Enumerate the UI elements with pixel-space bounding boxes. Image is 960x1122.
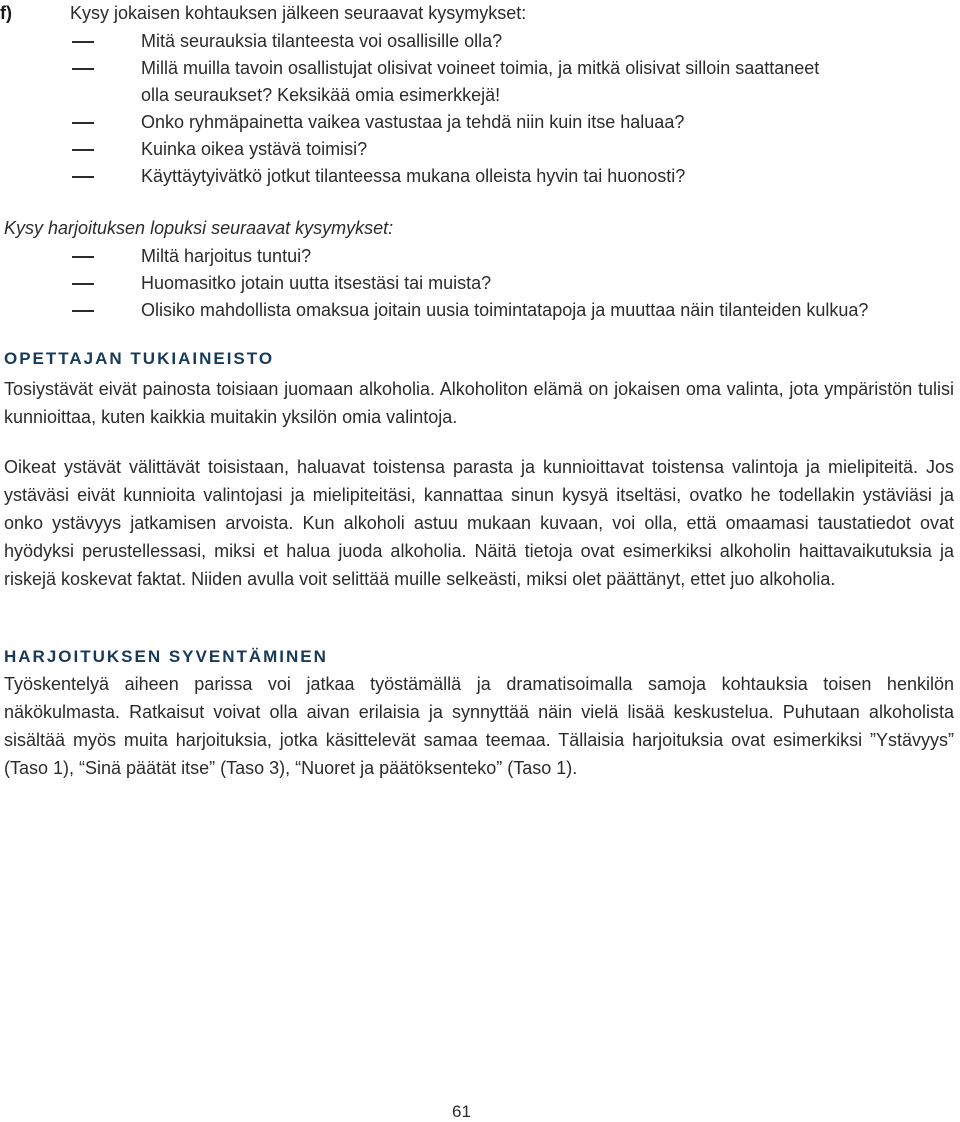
question-item-continued: olla seuraukset? Keksikää omia esimerkkejä! [141,85,501,105]
support-paragraph-1: Tosiystävät eivät painosta toisiaan juomaan alkoholia. Alkoholiton elämä on jokaisen oma valinta, jota ympäristön tulisi kunnioittaa, kuten kaikkia muitakin yksilön omia valintoja. [4,379,954,427]
section-marker: f) [0,3,12,23]
page-number: 61 [452,1102,471,1121]
deepening-paragraph: Työskentelyä aiheen parissa voi jatkaa työstämällä ja dramatisoimalla samoja kohtauksia toisen henkilön näkökulmasta. Ratkaisut voivat olla aivan erilaisia ja synnyttää näin vielä lisää keskustelua. Puhutaan alkoholista sisältää myös muita harjoituksia, jotka käsittelevät samaa teemaa. Tällaisia harjoituksia ovat esimerkiksi ”Ystävyys” (Taso 1), “Sinä päätät itse” (Taso 3), “Nuoret ja päätöksenteko” (Taso 1). [4,674,954,778]
dash-bullet [72,122,94,124]
support-paragraph-2: Oikeat ystävät välittävät toisistaan, haluavat toistensa parasta ja kunnioittavat toistensa valintoja ja mielipiteitä. Jos ystäväsi eivät kunnioita valintojasi ja mielipiteitäsi, kannattaa sinun kysyä itseltäsi, ovatko he todellakin ystäviäsi ja onko ystävyys jatkamisen arvoista. Kun alkoholi astuu mukaan kuvaan, voi olla, että omaamasi taustatiedot ovat hyödyksi perustellessasi, miksi et halua juoda alkoholia. Näitä tietoja ovat esimerkiksi alkoholin haittavaikutuksia ja riskejä koskevat faktat. Niiden avulla voit selittää muille selkeästi, miksi olet päättänyt, ettet juo alkoholia. [4,457,954,589]
question-item: Miltä harjoitus tuntui? [141,246,312,266]
question-item: Kuinka oikea ystävä toimisi? [141,139,368,159]
dash-bullet [72,176,94,178]
question-item: Olisiko mahdollista omaksua joitain uusia toimintatapoja ja muuttaa näin tilanteiden kulkua? [141,300,869,320]
dash-bullet [72,283,94,285]
deepening-heading: HARJOITUKSEN SYVENTÄMINEN [4,647,328,666]
question-item: Käyttäytyivätkö jotkut tilanteessa mukana olleista hyvin tai huonosti? [141,166,686,186]
final-questions-intro: Kysy harjoituksen lopuksi seuraavat kysymykset: [4,218,394,238]
question-item: Millä muilla tavoin osallistujat olisivat voineet toimia, ja mitkä olisivat silloin saattaneet [141,58,820,78]
support-heading: OPETTAJAN TUKIAINEISTO [4,349,275,368]
dash-bullet [72,256,94,258]
question-item: Huomasitko jotain uutta itsestäsi tai muista? [141,273,492,293]
question-item: Mitä seurauksia tilanteesta voi osallisille olla? [141,31,503,51]
dash-bullet [72,310,94,312]
dash-bullet [72,41,94,43]
question-item: Onko ryhmäpainetta vaikea vastustaa ja tehdä niin kuin itse haluaa? [141,112,685,132]
dash-bullet [72,149,94,151]
dash-bullet [72,68,94,70]
section-intro: Kysy jokaisen kohtauksen jälkeen seuraavat kysymykset: [70,3,527,23]
